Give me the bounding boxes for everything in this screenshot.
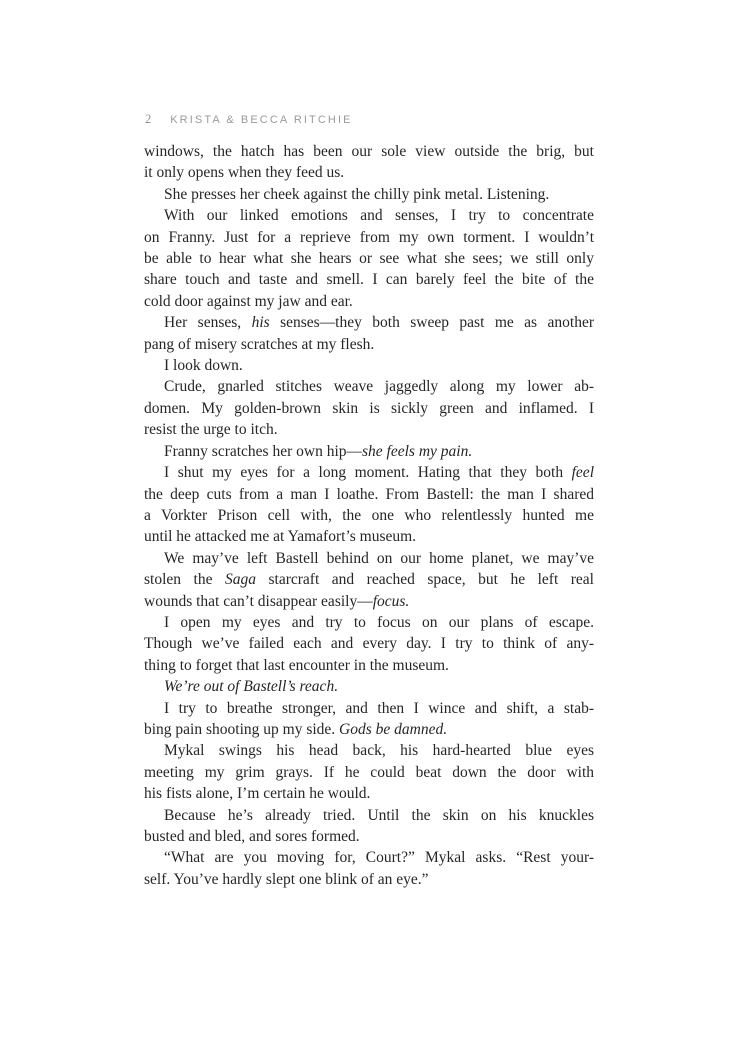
text-line bbox=[144, 269, 594, 290]
text-run: I open my eyes and try to focus on our plans of escape. bbox=[164, 613, 594, 631]
text-run: resist the urge to itch. bbox=[144, 421, 278, 439]
text-line bbox=[144, 227, 594, 248]
text-run: Though we’ve failed each and every day. I try to think of any- bbox=[144, 635, 594, 653]
text-run: wounds that can’t disappear easily— bbox=[144, 592, 373, 610]
text-run: until he attacked me at Yamafort’s museum. bbox=[144, 528, 417, 546]
text-run: With our linked emotions and senses, I try to concentrate bbox=[164, 207, 594, 225]
text-line bbox=[144, 569, 594, 590]
text-run: I shut my eyes for a long moment. Hating that they both bbox=[164, 464, 572, 482]
text-run: “What are you moving for, Court?” Mykal asks. “Rest your- bbox=[164, 849, 594, 867]
text-line bbox=[144, 719, 594, 740]
paragraph bbox=[144, 141, 594, 184]
paragraph bbox=[144, 612, 594, 676]
paragraph bbox=[144, 441, 594, 462]
italic-text-run: feel bbox=[571, 464, 594, 482]
text-run: We may’ve left Bastell behind on our home planet, we may’ve bbox=[164, 549, 594, 567]
text-run: Crude, gnarled stitches weave jaggedly along my lower ab- bbox=[164, 378, 594, 396]
paragraph bbox=[144, 462, 594, 548]
text-line bbox=[144, 312, 594, 333]
text-line bbox=[144, 484, 594, 505]
page-number: 2 bbox=[145, 112, 152, 126]
text-line bbox=[144, 248, 594, 269]
text-run: self. You’ve hardly slept one blink of an eye.” bbox=[144, 870, 429, 888]
text-run: Because he’s already tried. Until the skin on his knuckles bbox=[164, 806, 594, 824]
text-run: starcraft and reached space, but he left real bbox=[255, 571, 594, 589]
text-run: the deep cuts from a man I loathe. From Bastell: the man I shared bbox=[144, 485, 594, 503]
text-run: pang of misery scratches at my flesh. bbox=[144, 335, 375, 353]
text-run: Her senses, bbox=[164, 314, 252, 332]
text-run: it only opens when they feed us. bbox=[144, 164, 345, 182]
running-title: KRISTA & BECCA RITCHIE bbox=[170, 114, 353, 126]
text-line bbox=[144, 847, 594, 868]
text-run: share touch and taste and smell. I can barely feel the bite of the bbox=[144, 271, 594, 289]
paragraph bbox=[144, 676, 594, 697]
text-line bbox=[144, 612, 594, 633]
paragraph bbox=[144, 184, 594, 205]
text-run: cold door against my jaw and ear. bbox=[144, 292, 353, 310]
paragraph bbox=[144, 205, 594, 312]
text-line bbox=[144, 441, 594, 462]
italic-text-run: his bbox=[251, 314, 270, 332]
italic-text-run: Saga bbox=[224, 571, 256, 589]
text-line bbox=[144, 740, 594, 761]
text-run: domen. My golden-brown skin is sickly green and inflamed. I bbox=[144, 399, 594, 417]
text-line bbox=[144, 655, 594, 676]
text-run: bing pain shooting up my side. bbox=[144, 720, 340, 738]
paragraph bbox=[144, 355, 594, 376]
text-run: Mykal swings his head back, his hard-hearted blue eyes bbox=[164, 742, 594, 760]
paragraph bbox=[144, 847, 594, 890]
italic-text-run: she feels my pain. bbox=[362, 442, 473, 460]
text-run: Franny scratches her own hip— bbox=[164, 442, 363, 460]
text-run: be able to hear what she hears or see what she sees; we still only bbox=[144, 250, 594, 268]
text-line bbox=[144, 676, 594, 697]
paragraph bbox=[144, 376, 594, 440]
paragraph bbox=[144, 698, 594, 741]
text-line bbox=[144, 376, 594, 397]
text-run: meeting my grim grays. If he could beat down the door with bbox=[144, 763, 594, 781]
text-line bbox=[144, 526, 594, 547]
text-run: senses—they both sweep past me as another bbox=[269, 314, 594, 332]
text-line bbox=[144, 184, 594, 205]
text-run: She presses her cheek against the chilly pink metal. Listening. bbox=[164, 185, 550, 203]
paragraph bbox=[144, 548, 594, 612]
text-run: I look down. bbox=[164, 357, 243, 375]
text-line bbox=[144, 783, 594, 804]
text-run: I try to breathe stronger, and then I wince and shift, a stab- bbox=[164, 699, 594, 717]
italic-text-run: Gods be damned. bbox=[339, 720, 448, 738]
text-line bbox=[144, 462, 594, 483]
paragraph bbox=[144, 740, 594, 804]
text-run: thing to forget that last encounter in the museum. bbox=[144, 656, 449, 674]
italic-text-run: focus. bbox=[372, 592, 410, 610]
text-line bbox=[144, 633, 594, 654]
text-line bbox=[144, 162, 594, 183]
text-line bbox=[144, 548, 594, 569]
text-line bbox=[144, 826, 594, 847]
text-line bbox=[144, 805, 594, 826]
text-run: busted and bled, and sores formed. bbox=[144, 828, 360, 845]
text-line bbox=[144, 419, 594, 440]
page-header bbox=[145, 112, 353, 127]
text-run: a Vorkter Prison cell with, the one who relentlessly hunted me bbox=[144, 506, 594, 524]
text-line bbox=[144, 334, 594, 355]
text-line bbox=[144, 505, 594, 526]
text-line bbox=[144, 205, 594, 226]
text-run: stolen the bbox=[144, 571, 225, 589]
text-line bbox=[144, 698, 594, 719]
text-line bbox=[144, 141, 594, 162]
text-line bbox=[144, 869, 594, 890]
text-run: on Franny. Just for a reprieve from my own torment. I wouldn’t bbox=[144, 228, 594, 246]
page-body bbox=[144, 141, 594, 890]
text-line bbox=[144, 591, 594, 612]
italic-text-run: We’re out of Bastell’s reach. bbox=[164, 678, 339, 696]
paragraph bbox=[144, 805, 594, 848]
text-run: windows, the hatch has been our sole view outside the brig, but bbox=[144, 143, 594, 160]
text-line bbox=[144, 398, 594, 419]
text-run: his fists alone, I’m certain he would. bbox=[144, 785, 371, 803]
text-line bbox=[144, 762, 594, 783]
text-line bbox=[144, 291, 594, 312]
text-line bbox=[144, 355, 594, 376]
paragraph bbox=[144, 312, 594, 355]
